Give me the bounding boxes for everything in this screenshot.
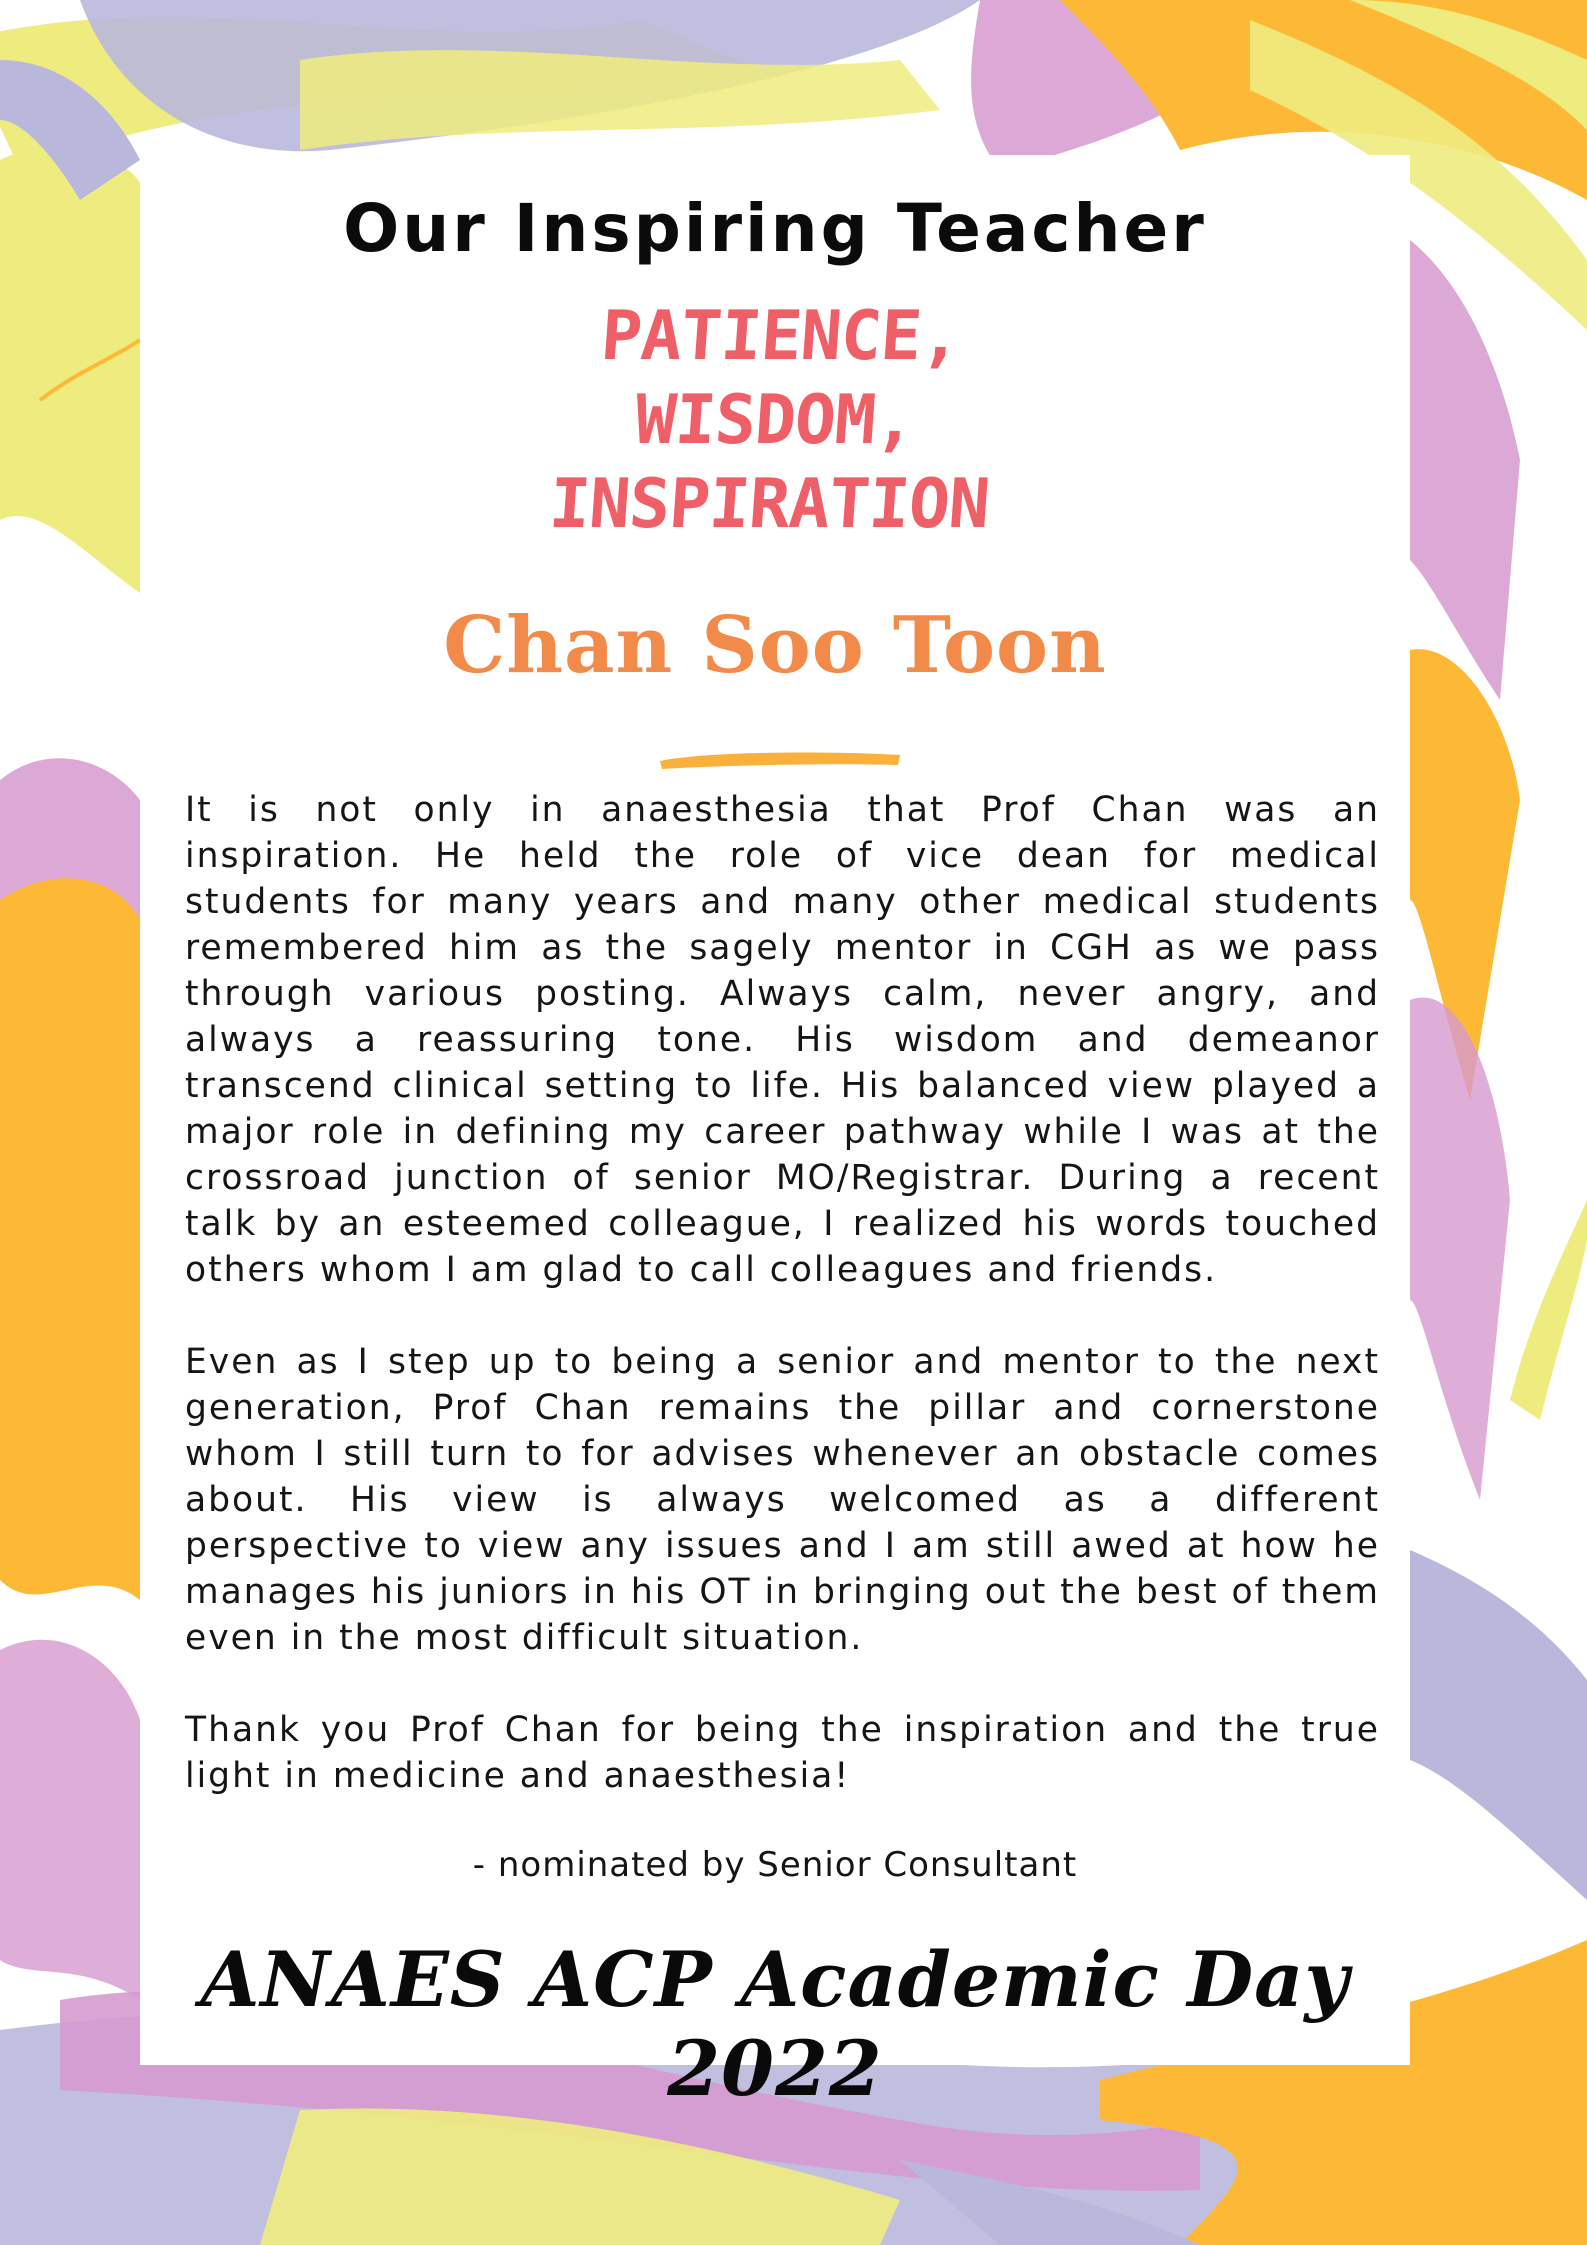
headline: Our Inspiring Teacher bbox=[343, 190, 1207, 267]
tagline bbox=[131, 295, 1419, 547]
tagline-line-wisdom: WISDOM, bbox=[632, 381, 918, 460]
testimonial-paragraph: It is not only in anaesthesia that Prof Chan was an inspiration. He held the role of vice dean for medical students for many years and many other medical students remembered him as the sagely mentor in CGH as we pass through various posting. Always calm, never angry, and always a reassuring tone. His wisdom and demeanor transcend clinical setting to life. His balanced view played a major role in defining my career pathway while I was at the crossroad junction of senior MO/Registrar. During a recent talk by an esteemed colleague, I realized his words touched others whom I am glad to call colleagues and friends. bbox=[185, 790, 1380, 1290]
honoree-name: Chan Soo Toon bbox=[443, 600, 1107, 691]
tagline-line-inspiration: INSPIRATION bbox=[546, 465, 992, 544]
content-card bbox=[140, 155, 1410, 2113]
event-title: ANAES ACP Academic Day 2022 bbox=[200, 1935, 1350, 2113]
testimonial-paragraph: Even as I step up to being a senior and mentor to the next generation, Prof Chan remains the pillar and cornerstone whom I still turn to for advises whenever an obstacle comes about. His view is always welcomed as a different perspective to view any issues and I am still awed at how he manages his juniors in his OT in bringing out the best of them even in the most difficult situation. bbox=[185, 1342, 1380, 1658]
nominator-line: - nominated by Senior Consultant bbox=[472, 1845, 1078, 1885]
testimonial-body bbox=[185, 787, 1380, 1845]
tagline-line-patience: PATIENCE, bbox=[598, 297, 964, 376]
decorative-underline bbox=[650, 743, 910, 773]
testimonial-paragraph: Thank you Prof Chan for being the inspiration and the true light in medicine and anaesthesia! bbox=[185, 1710, 1380, 1796]
